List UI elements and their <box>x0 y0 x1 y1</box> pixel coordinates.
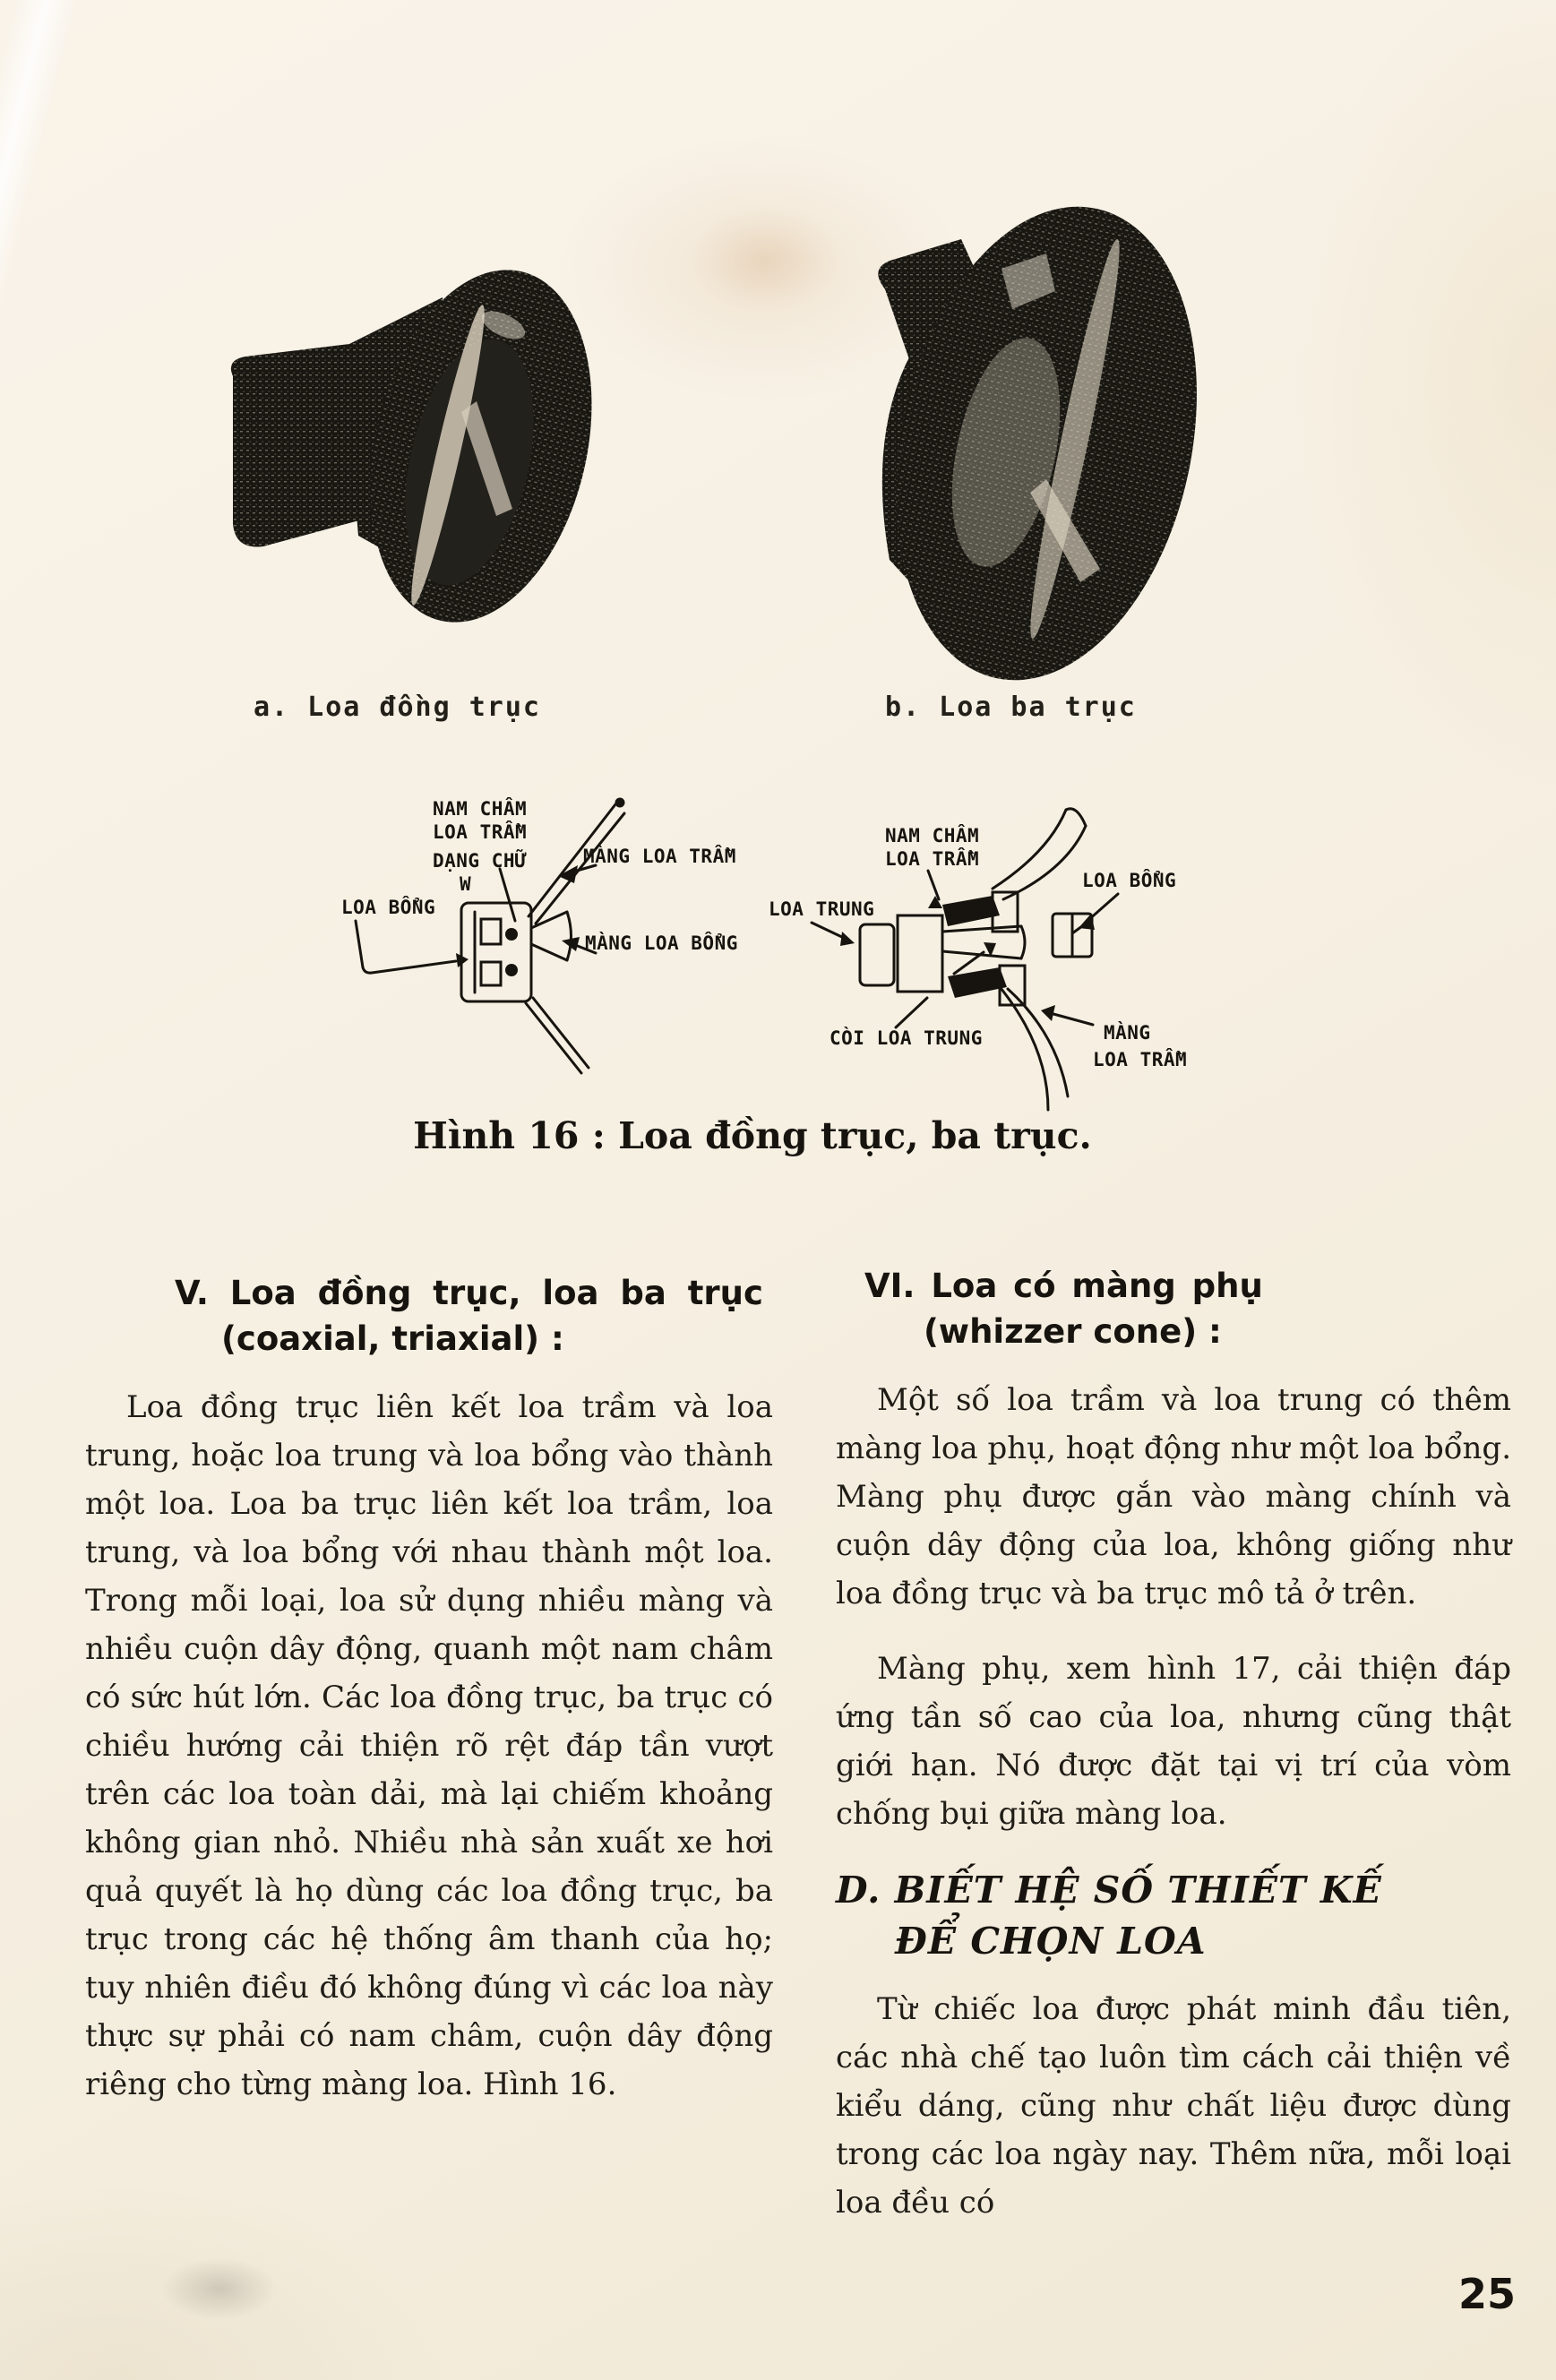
section-d-heading-line1: D. BIẾT HỆ SỐ THIẾT KẾ <box>836 1869 1382 1912</box>
label-woofer-magnet-line1: NAM CHÂM <box>433 798 528 820</box>
section-vi-heading <box>836 1263 1511 1354</box>
section-v-body: Loa đồng trục liên kết loa trầm và loa trung, hoặc loa trung và loa bổng vào thành một loa. Loa ba trục liên kết loa trầm, loa trung, và loa bổng với nhau thành một loa. Trong mỗi loại, loa sử dụng nhiều màng và nhiều cuộn dây động, quanh một nam châm có sức hút lớn. Các loa đồng trục, ba trục có chiều hướng cải thiện rõ rệt đáp tần vượt trên các loa toàn dải, mà lại chiếm khoảng không gian nhỏ. Nhiều nhà sản xuất xe hơi quả quyết là họ dùng các loa đồng trục, ba trục trong các hệ thống âm thanh của họ; tuy nhiên điều đó không đúng vì các loa này thực sự phải có nam châm, cuộn dây động riêng cho từng màng loa. Hình 16. <box>85 1389 773 2102</box>
figure-caption: Hình 16 : Loa đồng trục, ba trục. <box>413 1114 1092 1157</box>
label-woofer-magnet-line4: W <box>460 873 472 895</box>
right-column <box>836 1263 1511 2227</box>
section-d-para: Từ chiếc loa được phát minh đầu tiên, các nhà chế tạo luôn tìm cách cải thiện về kiểu dáng, cũng như chất liệu được dùng trong các loa ngày nay. Thêm nữa, mỗi loại loa đều có <box>836 1991 1511 2221</box>
label-woofer-magnet-line3: DẠNG CHỮ <box>433 850 528 872</box>
label-woofer-magnet-line2: LOA TRẦM <box>885 848 980 870</box>
section-v-heading-line2: (coaxial, triaxial) : <box>221 1319 564 1358</box>
section-d-heading <box>836 1865 1511 1967</box>
photo-triaxial-speaker <box>778 184 1225 712</box>
section-vi-heading-line1: VI. Loa có màng phụ <box>864 1267 1263 1305</box>
section-v-heading <box>85 1270 773 1362</box>
paper-stain <box>161 2257 278 2320</box>
label-tweeter: LOA BỔNG <box>1082 870 1177 891</box>
label-woofer-magnet-line1: NAM CHÂM <box>885 825 980 846</box>
photo-caption-a: a. Loa đồng trục <box>254 692 541 723</box>
label-woofer-magnet-line2: LOA TRẦM <box>433 821 528 843</box>
paper-crease <box>0 0 82 440</box>
page-number: 25 <box>1458 2270 1517 2318</box>
section-vi-para2: Màng phụ, xem hình 17, cải thiện đáp ứng tần số cao của loa, nhưng cũng thật giới hạn. Nó được đặt tại vị trí của vòm chống bụi giữa màng loa. <box>836 1651 1511 1832</box>
label-woofer-cone-line2: LOA TRẦM <box>1093 1049 1188 1070</box>
label-midrange-horn: CÒI LOA TRUNG <box>830 1027 983 1049</box>
photo-coaxial-speaker <box>208 240 629 639</box>
label-woofer-cone: MÀNG LOA TRẦM <box>583 846 736 867</box>
label-woofer-cone-line1: MÀNG <box>1104 1022 1151 1044</box>
section-vi-heading-line2: (whizzer cone) : <box>924 1312 1222 1351</box>
section-vi-para1: Một số loa trầm và loa trung có thêm màng loa phụ, hoạt động như một loa bổng. Màng phụ được gắn vào màng chính và cuộn dây động của loa, không giống như loa đồng trục và ba trục mô tả ở trên. <box>836 1382 1511 1611</box>
section-v-heading-line1: V. Loa đồng trục, loa ba trục <box>175 1274 763 1312</box>
diagram-coaxial <box>327 778 752 1075</box>
photo-caption-b: b. Loa ba trục <box>885 692 1137 723</box>
section-d-heading-line2: ĐỂ CHỌN LOA <box>895 1920 1207 1963</box>
diagram-triaxial <box>752 799 1205 1114</box>
label-tweeter-cone: MÀNG LOA BỔNG <box>585 932 738 954</box>
left-column <box>85 1270 773 2109</box>
label-midrange: LOA TRUNG <box>769 898 875 920</box>
label-tweeter: LOA BỔNG <box>341 897 436 918</box>
